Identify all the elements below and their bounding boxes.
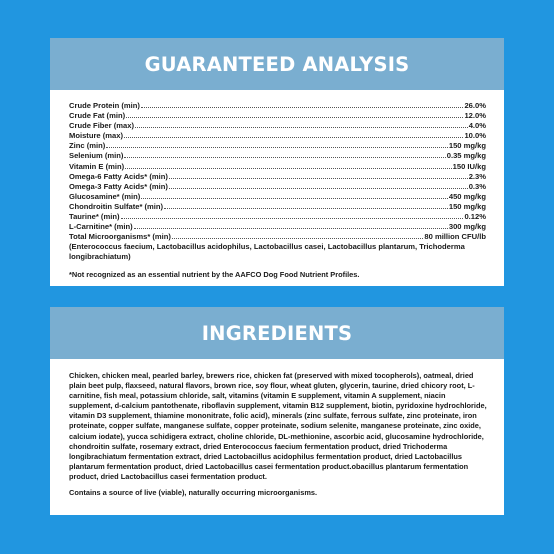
ingredients-body xyxy=(50,359,504,498)
analysis-label: Vitamin E (min) xyxy=(69,161,125,171)
guaranteed-analysis-card xyxy=(50,38,504,286)
analysis-row xyxy=(69,101,486,111)
analysis-row xyxy=(69,162,486,172)
guaranteed-analysis-header xyxy=(50,38,504,90)
aafco-footnote: *Not recognized as an essential nutrient by the AAFCO Dog Food Nutrient Profiles. xyxy=(69,269,360,279)
analysis-value: 150 mg/kg xyxy=(448,141,486,151)
dot-leader xyxy=(141,107,464,108)
analysis-label: L-Carnitine* (min) xyxy=(69,222,133,232)
analysis-value: 10.0% xyxy=(464,131,486,141)
analysis-row xyxy=(69,141,486,151)
analysis-value: 0.12% xyxy=(464,212,486,222)
analysis-row xyxy=(69,172,486,182)
analysis-label: Omega-3 Fatty Acids* (min) xyxy=(69,181,168,191)
analysis-label: Crude Fat (min) xyxy=(69,111,126,121)
analysis-value: 2.3% xyxy=(468,171,486,181)
analysis-label: Chondroitin Sulfate* (min) xyxy=(69,201,164,211)
dot-leader xyxy=(135,127,468,128)
dot-leader xyxy=(126,117,463,118)
ingredients-text: Chicken, chicken meal, pearled barley, brewers rice, chicken fat (preserved with mixed tocopherols), oatmeal, dried plain beet pulp, flaxseed, natural flavors, brown rice, soy flour, wheat gluten, glycerin, taurine, dried chicory root, L-carnitine, fish meal, potassium chloride, salt, vitamins (vitamin E supplement, vitamin A supplement, niacin supplement, d-calcium pantothenate, riboflavin supplement, vitamin B12 supplement, biotin, pyridoxine hydrochloride, vitamin D3 supplement, thiamine mononitrate, folic acid), minerals (zinc sulfate, ferrous sulfate, zinc proteinate, iron proteinate, copper sulfate, manganese sulfate, copper proteinate, sodium selenite, manganese proteinate, zinc oxide, calcium iodate), yucca schidigera extract, choline chloride, DL-methionine, ascorbic acid, glucosamine hydrochloride, chondroitin sulfate, rosemary extract, dried Enterococcus faecium fermentation product, dried Trichoderma longibrachiatum fermentation extract, dried Lactobacillus acidophilus fermentation product, dried Lactobacillus plantarum fermentation product, dried Lactobacillus casei fermentation product.obacillus plantarum fermentation product, dried Lactobacillus casei fermentation product. xyxy=(69,371,487,481)
analysis-value: 26.0% xyxy=(464,101,486,110)
analysis-label: Total Microorganisms* (min) xyxy=(69,232,171,242)
analysis-value: 150 IU/kg xyxy=(452,161,486,171)
analysis-row xyxy=(69,212,486,222)
analysis-row xyxy=(69,232,486,242)
analysis-value: 450 mg/kg xyxy=(448,191,486,201)
analysis-label: Moisture (max) xyxy=(69,131,124,141)
dot-leader xyxy=(124,137,463,138)
dot-leader xyxy=(169,178,468,179)
dot-leader xyxy=(124,157,445,158)
analysis-row xyxy=(69,121,486,131)
dot-leader xyxy=(172,238,423,239)
dot-leader xyxy=(134,228,448,229)
analysis-label: Selenium (min) xyxy=(69,151,124,161)
analysis-row xyxy=(69,182,486,192)
analysis-value: 4.0% xyxy=(468,121,486,131)
dot-leader xyxy=(141,198,448,199)
ingredients-header xyxy=(50,307,504,359)
dot-leader xyxy=(125,168,452,169)
analysis-row xyxy=(69,202,486,212)
analysis-label: Crude Protein (min) xyxy=(69,101,140,110)
analysis-value: 80 million CFU/lb xyxy=(424,232,486,242)
analysis-label: Zinc (min) xyxy=(69,141,106,151)
dot-leader xyxy=(121,218,464,219)
analysis-label: Omega-6 Fatty Acids* (min) xyxy=(69,171,168,181)
guaranteed-analysis-title: GUARANTEED ANALYSIS xyxy=(144,52,410,76)
ingredients-note: Contains a source of live (viable), naturally occurring microorganisms. xyxy=(69,488,318,498)
dot-leader xyxy=(164,208,448,209)
analysis-label: Glucosamine* (min) xyxy=(69,191,141,201)
analysis-value: 300 mg/kg xyxy=(448,222,486,232)
analysis-row xyxy=(69,192,486,202)
analysis-value: 0.3% xyxy=(468,181,486,191)
ingredients-title: INGREDIENTS xyxy=(201,321,353,345)
dot-leader xyxy=(169,188,468,189)
analysis-row xyxy=(69,111,486,121)
analysis-label: Crude Fiber (max) xyxy=(69,121,134,131)
analysis-value: 0.35 mg/kg xyxy=(446,151,486,161)
analysis-row xyxy=(69,222,486,232)
analysis-value: 12.0% xyxy=(464,111,486,121)
dot-leader xyxy=(106,147,448,148)
microorganisms-note: (Enterococcus faecium, Lactobacillus acidophilus, Lactobacillus casei, Lactobacillus plantarum, Trichoderma longibrachiatum) xyxy=(69,242,465,262)
analysis-row xyxy=(69,131,486,141)
analysis-row xyxy=(69,151,486,161)
analysis-label: Taurine* (min) xyxy=(69,212,120,222)
analysis-value: 150 mg/kg xyxy=(448,201,486,211)
analysis-list xyxy=(69,101,486,242)
guaranteed-analysis-body xyxy=(50,90,504,280)
ingredients-card xyxy=(50,307,504,515)
